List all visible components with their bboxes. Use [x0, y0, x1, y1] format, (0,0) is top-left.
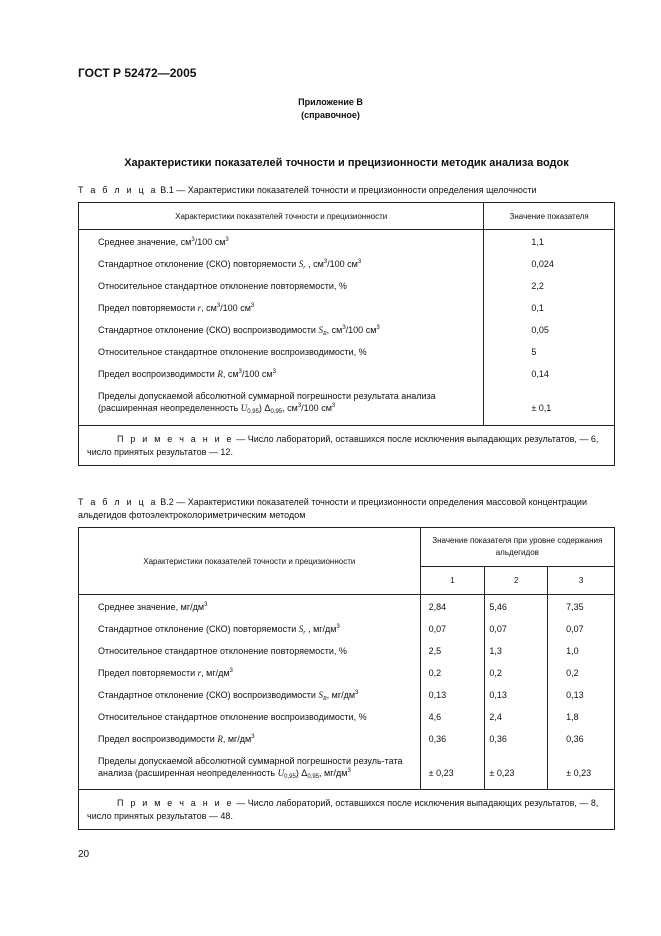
table-row: Относительное стандартное отклонение повторяемости, % — [98, 281, 347, 291]
table-row: Предел воспроизводимости R, $мг/дм^3$ — [98, 734, 255, 744]
table-row: Стандартное отклонение (СКО) повторяемости $S_r$ , $см^3/100$ $см^3$ — [98, 259, 362, 271]
table2-note-label: П р и м е ч а н и е — [117, 798, 234, 808]
table2-value: 0,07 — [566, 624, 584, 634]
table2-characteristics — [79, 595, 421, 790]
table1-note — [79, 426, 615, 466]
table1-value: 5 — [531, 347, 537, 357]
table-row: Среднее значение, $мг/дм^3$ — [98, 602, 208, 612]
table2-value: 2,84 — [428, 602, 447, 612]
section-title: Характеристики показателей точности и прецизионности методик анализа водок — [124, 157, 569, 169]
table2-value: 0,2 — [428, 668, 442, 678]
table1-caption-text: В.1 — Характеристики показателей точности и прецизионности определения щелочности — [157, 185, 537, 195]
table-row: Стандартное отклонение (СКО) воспроизводимости $S_R$, $мг/дм^3$ — [98, 690, 359, 702]
table2-value: 7,35 — [566, 602, 584, 612]
table2-caption — [78, 496, 623, 522]
table2-col1-header: Характеристики показателей точности и прецизионности — [79, 528, 421, 595]
table2-value: 2,5 — [428, 646, 442, 656]
document-header: ГОСТ Р 52472—2005 — [78, 66, 197, 80]
table2-value: 1,3 — [489, 646, 502, 656]
table1-value: 0,1 — [531, 303, 544, 313]
table2-value: 0,07 — [489, 624, 507, 634]
table-row: Среднее значение, $см^3/100$ $см^3$ — [98, 237, 229, 247]
table2-value: 0,07 — [428, 624, 447, 634]
table2-value: 0,2 — [489, 668, 502, 678]
table2-values-level1 — [420, 595, 485, 790]
table2-value: 1,0 — [566, 646, 579, 656]
table2-value: ± 0,23 — [566, 768, 592, 778]
table-row: Относительное стандартное отклонение воспроизводимости, % — [98, 347, 367, 357]
table2-value: ± 0,23 — [489, 768, 515, 778]
table1-caption — [78, 184, 623, 197]
table2-caption-text: В.2 — Характеристики показателей точности и прецизионности определения массовой концентрации альдегидов фотоэлектроколориметрическим методом — [78, 497, 587, 520]
table2-value: 4,6 — [428, 712, 442, 722]
table-row: Пределы допускаемой абсолютной суммарной погрешности результата анализа (расширенная неопределенность $U_{0,95}$) $\Delta_{0,95}$, $см^3/100$ $см^3$ — [98, 391, 436, 415]
table-row: Стандартное отклонение (СКО) воспроизводимости $S_R$, $см^3/100$ $см^3$ — [98, 325, 380, 337]
table2-values-level2 — [485, 595, 548, 790]
table2-value: 2,4 — [489, 712, 502, 722]
table1-col2-header: Значение показателя — [484, 203, 615, 230]
table2-value: 0,13 — [428, 690, 447, 700]
table2-value: 0,2 — [566, 668, 579, 678]
table-row: Относительное стандартное отклонение воспроизводимости, % — [98, 712, 367, 722]
table2-values-level3 — [548, 595, 615, 790]
table1-value: 1,1 — [531, 237, 544, 247]
table2-value: ± 0,23 — [428, 768, 454, 778]
table2-level-3: 3 — [548, 567, 615, 595]
table2-value: 0,13 — [566, 690, 584, 700]
table2-group-header: Значение показателя при уровне содержания альдегидов — [420, 528, 614, 567]
table1-col1-header: Характеристики показателей точности и прецизионности — [79, 203, 484, 230]
table2-caption-prefix: Т а б л и ц а — [78, 497, 158, 507]
table1-caption-prefix: Т а б л и ц а — [78, 185, 158, 195]
table-row: Относительное стандартное отклонение повторяемости, % — [98, 646, 347, 656]
table2-level-2: 2 — [485, 567, 548, 595]
table1-note-label: П р и м е ч а н и е — [117, 434, 234, 444]
table1-value: ± 0,1 — [531, 403, 552, 413]
table-row: Предел повторяемости r, $см^3/100$ $см^3$ — [98, 303, 255, 313]
table-row: Предел воспроизводимости R, $см^3/100$ $см^3$ — [98, 369, 276, 379]
table-row: Стандартное отклонение (СКО) повторяемости $S_r$ , $мг/дм^3$ — [98, 624, 340, 636]
table2 — [78, 527, 615, 830]
table2-level-1: 1 — [420, 567, 485, 595]
table1-value: 2,2 — [531, 281, 544, 291]
table2-value: 0,36 — [489, 734, 507, 744]
table2-note-text: — Число лабораторий, оставшихся после исключения выпадающих результатов, — 8, число принятых результатов — 48. — [87, 798, 599, 821]
table1-value: 0,05 — [531, 325, 549, 335]
table2-value: 0,36 — [428, 734, 447, 744]
table2-value: 0,13 — [489, 690, 507, 700]
table1-values — [484, 230, 615, 426]
table2-note — [79, 790, 615, 830]
appendix-title: Приложение В — [298, 97, 363, 107]
table-row: Пределы допускаемой абсолютной суммарной погрешности резуль-тата анализа (расширенная неопределенность $U_{0,95}$) $\Delta_{0,95}$, $мг/дм^3$ — [98, 756, 403, 780]
table1-note-text: — Число лабораторий, оставшихся после исключения выпадающих результатов, — 6, число принятых результатов — 12. — [87, 434, 599, 457]
table1-value: 0,14 — [531, 369, 549, 379]
table2-value: 0,36 — [566, 734, 584, 744]
page-number: 20 — [78, 849, 90, 860]
table1-characteristics — [79, 230, 484, 426]
table-row: Предел повторяемости r, $мг/дм^3$ — [98, 668, 233, 678]
table2-value: 5,46 — [489, 602, 507, 612]
table2-value: 1,8 — [566, 712, 579, 722]
table1-value: 0,024 — [531, 259, 554, 269]
table1 — [78, 202, 615, 466]
appendix-subtitle: (справочное) — [301, 110, 360, 120]
